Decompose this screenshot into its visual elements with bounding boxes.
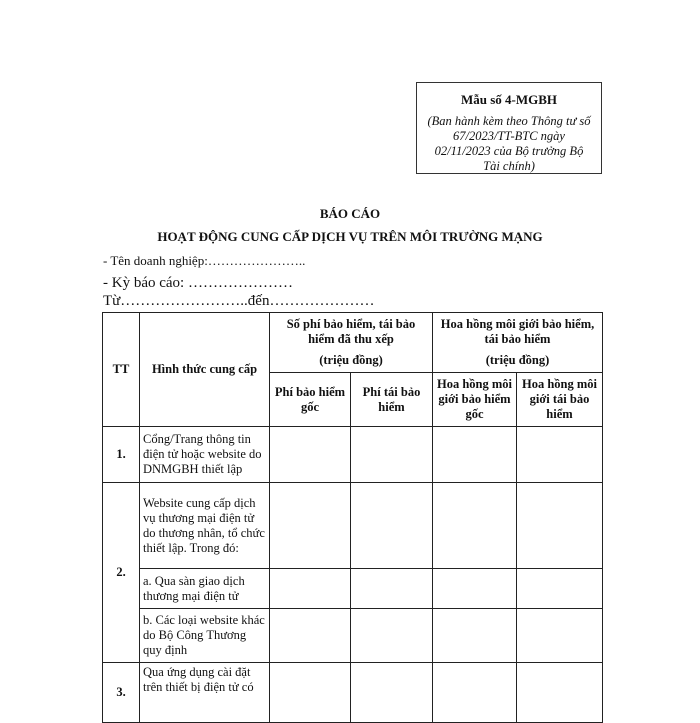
value-cell [351,663,433,723]
header-commission-title: Hoa hồng môi giới bảo hiểm, tái bảo hiểm [440,317,595,346]
header-commission-group [433,313,603,373]
value-cell [351,569,433,609]
table-row [103,569,603,609]
report-title: BÁO CÁO [319,206,381,221]
value-cell [433,609,517,663]
value-cell [270,427,351,483]
value-cell [270,483,351,569]
value-cell [517,663,603,723]
report-period-field: - Kỳ báo cáo: ………………… [103,275,293,291]
header-form: Hình thức cung cấp [140,313,270,427]
value-cell [351,427,433,483]
header-fee-unit: (triệu đồng) [319,353,383,367]
value-cell [270,569,351,609]
row-number: 3. [103,663,140,723]
row-form: a. Qua sàn giao dịch thương mại điện tử [140,569,270,609]
header-reinsurance-premium: Phí tái bảo hiểm [351,373,433,427]
table-row [103,609,603,663]
row-form: Cổng/Trang thông tin điện tử hoặc website do DNMGBH thiết lập [140,427,270,483]
value-cell [517,483,603,569]
header-fee-group [270,313,433,373]
value-cell [433,483,517,569]
header-original-commission: Hoa hồng môi giới bảo hiểm gốc [433,373,517,427]
value-cell [517,569,603,609]
value-cell [517,427,603,483]
row-form: Qua ứng dụng cài đặt trên thiết bị điện tử có [140,663,270,723]
date-range-field: Từ……………………..đến………………… [103,293,375,309]
table-row [103,663,603,723]
form-issuance-note: (Ban hành kèm theo Thông tư số 67/2023/TT-BTC ngày 02/11/2023 của Bộ trưởng Bộ Tài chính) [427,114,591,173]
row-form: b. Các loại website khác do Bộ Công Thương quy định [140,609,270,663]
row-form: Website cung cấp dịch vụ thương mại điện tử do thương nhân, tổ chức thiết lập. Trong đó: [140,483,270,569]
form-code: Mẫu số 4-MGBH [460,92,558,107]
value-cell [270,663,351,723]
table-row [103,427,603,483]
row-number: 1. [103,427,140,483]
header-commission-unit: (triệu đồng) [485,353,550,367]
value-cell [351,609,433,663]
report-subtitle: HOẠT ĐỘNG CUNG CẤP DỊCH VỤ TRÊN MÔI TRƯỜNG MẠNG [157,229,543,244]
value-cell [433,663,517,723]
enterprise-name-field: - Tên doanh nghiệp:………………….. [103,253,306,268]
value-cell [517,609,603,663]
table-header-row [103,313,603,373]
table-row [103,483,603,569]
report-table [102,312,603,723]
value-cell [351,483,433,569]
header-original-premium: Phí bảo hiểm gốc [270,373,351,427]
header-fee-title: Số phí bảo hiểm, tái bảo hiểm đã thu xếp [286,317,416,346]
value-cell [270,609,351,663]
header-tt: TT [103,313,140,427]
value-cell [433,569,517,609]
form-code-box [416,82,602,174]
value-cell [433,427,517,483]
header-reinsurance-commission: Hoa hồng môi giới tái bảo hiểm [517,373,603,427]
row-number: 2. [103,483,140,663]
